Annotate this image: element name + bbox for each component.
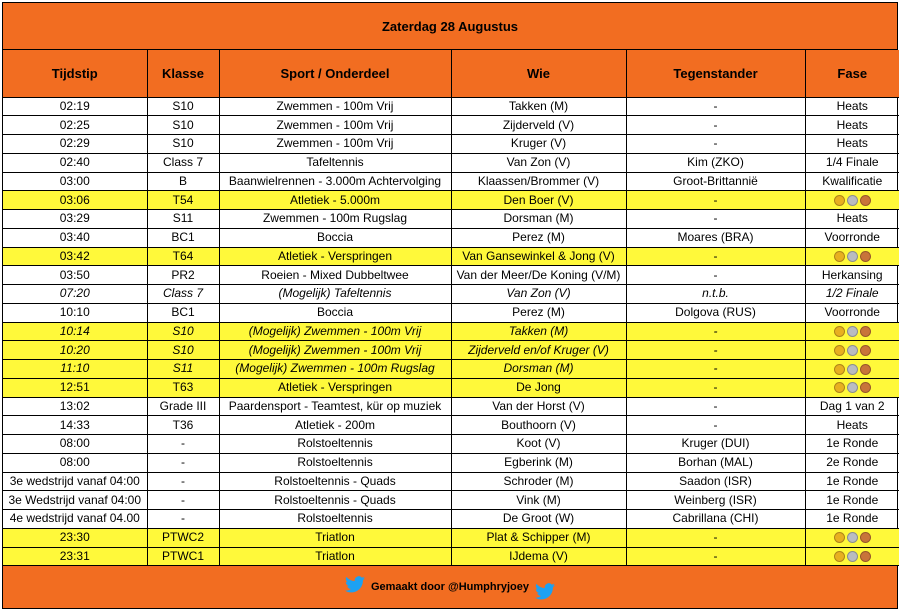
table-row xyxy=(3,172,899,191)
klasse-cell: BC1 xyxy=(147,228,219,247)
klasse-cell: B xyxy=(147,172,219,191)
sport-cell: Triatlon xyxy=(219,528,451,547)
fase-cell: 1e Ronde xyxy=(805,491,899,510)
gold-medal-icon xyxy=(834,382,845,393)
wie-cell: Vink (M) xyxy=(451,491,626,510)
time-cell: 4e wedstrijd vanaf 04.00 xyxy=(3,510,147,529)
table-row xyxy=(3,97,899,116)
footer xyxy=(3,566,897,608)
time-cell: 02:25 xyxy=(3,116,147,135)
sport-cell: Atletiek - Verspringen xyxy=(219,378,451,397)
sport-cell: Atletiek - 5.000m xyxy=(219,191,451,210)
fase-cell xyxy=(805,322,899,341)
table-row xyxy=(3,360,899,379)
table-row xyxy=(3,472,899,491)
fase-cell xyxy=(805,191,899,210)
table-row xyxy=(3,397,899,416)
table-row xyxy=(3,153,899,172)
sport-cell: Atletiek - 200m xyxy=(219,416,451,435)
wie-cell: Zijderveld (V) xyxy=(451,116,626,135)
wie-cell: Van Gansewinkel & Jong (V) xyxy=(451,247,626,266)
tegenstander-cell: - xyxy=(626,266,805,285)
tegenstander-cell: - xyxy=(626,322,805,341)
wie-cell: Van Zon (V) xyxy=(451,285,626,304)
column-header-tijdstip: Tijdstip xyxy=(3,50,147,97)
sport-cell: Rolstoeltennis xyxy=(219,453,451,472)
silver-medal-icon xyxy=(847,251,858,262)
time-cell: 08:00 xyxy=(3,435,147,454)
sport-cell: Triatlon xyxy=(219,547,451,566)
wie-cell: Takken (M) xyxy=(451,97,626,116)
sport-cell: Atletiek - Verspringen xyxy=(219,247,451,266)
bronze-medal-icon xyxy=(860,551,871,562)
fase-cell: Dag 1 van 2 xyxy=(805,397,899,416)
twitter-bird-icon xyxy=(345,576,365,593)
tegenstander-cell: - xyxy=(626,528,805,547)
silver-medal-icon xyxy=(847,326,858,337)
table-row xyxy=(3,116,899,135)
time-cell: 03:29 xyxy=(3,210,147,229)
klasse-cell: - xyxy=(147,435,219,454)
time-cell: 11:10 xyxy=(3,360,147,379)
tegenstander-cell: Saadon (ISR) xyxy=(626,472,805,491)
column-header-wie: Wie xyxy=(451,50,626,97)
table-row xyxy=(3,285,899,304)
sport-cell: (Mogelijk) Zwemmen - 100m Vrij xyxy=(219,322,451,341)
silver-medal-icon xyxy=(847,345,858,356)
klasse-cell: S11 xyxy=(147,360,219,379)
table-row xyxy=(3,210,899,229)
klasse-cell: S10 xyxy=(147,135,219,154)
gold-medal-icon xyxy=(834,251,845,262)
klasse-cell: PR2 xyxy=(147,266,219,285)
time-cell: 3e Wedstrijd vanaf 04:00 xyxy=(3,491,147,510)
sport-cell: Rolstoeltennis - Quads xyxy=(219,472,451,491)
tegenstander-cell: Groot-Brittannië xyxy=(626,172,805,191)
table-row xyxy=(3,266,899,285)
time-cell: 07:20 xyxy=(3,285,147,304)
fase-cell: Kwalificatie xyxy=(805,172,899,191)
klasse-cell: - xyxy=(147,491,219,510)
gold-medal-icon xyxy=(834,345,845,356)
wie-cell: Dorsman (M) xyxy=(451,360,626,379)
table-row xyxy=(3,491,899,510)
tegenstander-cell: Weinberg (ISR) xyxy=(626,491,805,510)
wie-cell: Dorsman (M) xyxy=(451,210,626,229)
time-cell: 03:42 xyxy=(3,247,147,266)
klasse-cell: Class 7 xyxy=(147,153,219,172)
wie-cell: Kruger (V) xyxy=(451,135,626,154)
klasse-cell: T63 xyxy=(147,378,219,397)
sport-cell: Rolstoeltennis - Quads xyxy=(219,491,451,510)
table-row xyxy=(3,435,899,454)
time-cell: 23:30 xyxy=(3,528,147,547)
klasse-cell: - xyxy=(147,453,219,472)
column-header-sport: Sport / Onderdeel xyxy=(219,50,451,97)
table-row xyxy=(3,547,899,566)
wie-cell: Takken (M) xyxy=(451,322,626,341)
tegenstander-cell: Moares (BRA) xyxy=(626,228,805,247)
wie-cell: Van der Horst (V) xyxy=(451,397,626,416)
table-row xyxy=(3,510,899,529)
bronze-medal-icon xyxy=(860,326,871,337)
tegenstander-cell: - xyxy=(626,247,805,266)
wie-cell: De Groot (W) xyxy=(451,510,626,529)
time-cell: 03:40 xyxy=(3,228,147,247)
bronze-medal-icon xyxy=(860,345,871,356)
silver-medal-icon xyxy=(847,382,858,393)
time-cell: 10:20 xyxy=(3,341,147,360)
wie-cell: Van Zon (V) xyxy=(451,153,626,172)
tegenstander-cell: Borhan (MAL) xyxy=(626,453,805,472)
klasse-cell: BC1 xyxy=(147,303,219,322)
fase-cell: 1e Ronde xyxy=(805,510,899,529)
wie-cell: Perez (M) xyxy=(451,303,626,322)
table-row xyxy=(3,341,899,360)
time-cell: 02:19 xyxy=(3,97,147,116)
klasse-cell: Class 7 xyxy=(147,285,219,304)
fase-cell: 1e Ronde xyxy=(805,435,899,454)
klasse-cell: PTWC1 xyxy=(147,547,219,566)
fase-cell xyxy=(805,378,899,397)
sport-cell: Tafeltennis xyxy=(219,153,451,172)
wie-cell: Koot (V) xyxy=(451,435,626,454)
time-cell: 3e wedstrijd vanaf 04:00 xyxy=(3,472,147,491)
silver-medal-icon xyxy=(847,532,858,543)
time-cell: 23:31 xyxy=(3,547,147,566)
tegenstander-cell: Cabrillana (CHI) xyxy=(626,510,805,529)
time-cell: 03:50 xyxy=(3,266,147,285)
klasse-cell: PTWC2 xyxy=(147,528,219,547)
tegenstander-cell: - xyxy=(626,378,805,397)
klasse-cell: T36 xyxy=(147,416,219,435)
table-row xyxy=(3,135,899,154)
time-cell: 12:51 xyxy=(3,378,147,397)
klasse-cell: T64 xyxy=(147,247,219,266)
fase-cell: 1/4 Finale xyxy=(805,153,899,172)
fase-cell: Herkansing xyxy=(805,266,899,285)
silver-medal-icon xyxy=(847,364,858,375)
tegenstander-cell: - xyxy=(626,210,805,229)
wie-cell: Zijderveld en/of Kruger (V) xyxy=(451,341,626,360)
schedule-table xyxy=(3,50,899,566)
sport-cell: Boccia xyxy=(219,228,451,247)
time-cell: 14:33 xyxy=(3,416,147,435)
bronze-medal-icon xyxy=(860,195,871,206)
wie-cell: IJdema (V) xyxy=(451,547,626,566)
tegenstander-cell: Dolgova (RUS) xyxy=(626,303,805,322)
klasse-cell: S10 xyxy=(147,116,219,135)
wie-cell: Perez (M) xyxy=(451,228,626,247)
footer-credit: Gemaakt door @Humphryjoey xyxy=(370,581,530,594)
table-row xyxy=(3,322,899,341)
klasse-cell: S11 xyxy=(147,210,219,229)
time-cell: 02:40 xyxy=(3,153,147,172)
wie-cell: Schroder (M) xyxy=(451,472,626,491)
schedule-sheet xyxy=(2,2,898,609)
gold-medal-icon xyxy=(834,532,845,543)
tegenstander-cell: - xyxy=(626,97,805,116)
tegenstander-cell: Kruger (DUI) xyxy=(626,435,805,454)
bronze-medal-icon xyxy=(860,532,871,543)
silver-medal-icon xyxy=(847,551,858,562)
gold-medal-icon xyxy=(834,551,845,562)
table-row xyxy=(3,453,899,472)
fase-cell: Heats xyxy=(805,416,899,435)
sport-cell: Zwemmen - 100m Vrij xyxy=(219,135,451,154)
klasse-cell: S10 xyxy=(147,341,219,360)
wie-cell: De Jong xyxy=(451,378,626,397)
bronze-medal-icon xyxy=(860,364,871,375)
silver-medal-icon xyxy=(847,195,858,206)
column-header-fase: Fase xyxy=(805,50,899,97)
sport-cell: Zwemmen - 100m Rugslag xyxy=(219,210,451,229)
column-header-klasse: Klasse xyxy=(147,50,219,97)
bronze-medal-icon xyxy=(860,382,871,393)
tegenstander-cell: n.t.b. xyxy=(626,285,805,304)
gold-medal-icon xyxy=(834,326,845,337)
sport-cell: Roeien - Mixed Dubbeltwee xyxy=(219,266,451,285)
page-title: Zaterdag 28 Augustus xyxy=(3,3,897,50)
sport-cell: (Mogelijk) Tafeltennis xyxy=(219,285,451,304)
header-row xyxy=(3,50,899,97)
fase-cell: Heats xyxy=(805,97,899,116)
klasse-cell: S10 xyxy=(147,97,219,116)
fase-cell: Voorronde xyxy=(805,303,899,322)
fase-cell: 1/2 Finale xyxy=(805,285,899,304)
wie-cell: Plat & Schipper (M) xyxy=(451,528,626,547)
table-row xyxy=(3,528,899,547)
table-row xyxy=(3,247,899,266)
time-cell: 10:14 xyxy=(3,322,147,341)
fase-cell xyxy=(805,528,899,547)
wie-cell: Van der Meer/De Koning (V/M) xyxy=(451,266,626,285)
tegenstander-cell: Kim (ZKO) xyxy=(626,153,805,172)
tegenstander-cell: - xyxy=(626,191,805,210)
klasse-cell: - xyxy=(147,472,219,491)
wie-cell: Klaassen/Brommer (V) xyxy=(451,172,626,191)
tegenstander-cell: - xyxy=(626,116,805,135)
sport-cell: Rolstoeltennis xyxy=(219,435,451,454)
time-cell: 08:00 xyxy=(3,453,147,472)
bronze-medal-icon xyxy=(860,251,871,262)
fase-cell xyxy=(805,341,899,360)
fase-cell: Heats xyxy=(805,116,899,135)
fase-cell: Heats xyxy=(805,135,899,154)
klasse-cell: Grade III xyxy=(147,397,219,416)
fase-cell xyxy=(805,360,899,379)
time-cell: 03:06 xyxy=(3,191,147,210)
sport-cell: Boccia xyxy=(219,303,451,322)
klasse-cell: S10 xyxy=(147,322,219,341)
tegenstander-cell: - xyxy=(626,397,805,416)
tegenstander-cell: - xyxy=(626,360,805,379)
time-cell: 13:02 xyxy=(3,397,147,416)
table-row xyxy=(3,303,899,322)
klasse-cell: - xyxy=(147,510,219,529)
gold-medal-icon xyxy=(834,195,845,206)
table-row xyxy=(3,416,899,435)
fase-cell xyxy=(805,547,899,566)
wie-cell: Egberink (M) xyxy=(451,453,626,472)
tegenstander-cell: - xyxy=(626,135,805,154)
time-cell: 10:10 xyxy=(3,303,147,322)
column-header-tegenstander: Tegenstander xyxy=(626,50,805,97)
table-row xyxy=(3,228,899,247)
tegenstander-cell: - xyxy=(626,341,805,360)
table-row xyxy=(3,191,899,210)
fase-cell: 1e Ronde xyxy=(805,472,899,491)
sport-cell: Zwemmen - 100m Vrij xyxy=(219,97,451,116)
sport-cell: (Mogelijk) Zwemmen - 100m Vrij xyxy=(219,341,451,360)
fase-cell xyxy=(805,247,899,266)
twitter-bird-icon xyxy=(535,583,555,600)
sport-cell: Baanwielrennen - 3.000m Achtervolging xyxy=(219,172,451,191)
table-row xyxy=(3,378,899,397)
time-cell: 02:29 xyxy=(3,135,147,154)
fase-cell: Voorronde xyxy=(805,228,899,247)
wie-cell: Bouthoorn (V) xyxy=(451,416,626,435)
tegenstander-cell: - xyxy=(626,416,805,435)
sport-cell: Zwemmen - 100m Vrij xyxy=(219,116,451,135)
sport-cell: Rolstoeltennis xyxy=(219,510,451,529)
sport-cell: (Mogelijk) Zwemmen - 100m Rugslag xyxy=(219,360,451,379)
klasse-cell: T54 xyxy=(147,191,219,210)
gold-medal-icon xyxy=(834,364,845,375)
fase-cell: 2e Ronde xyxy=(805,453,899,472)
sport-cell: Paardensport - Teamtest, kür op muziek xyxy=(219,397,451,416)
time-cell: 03:00 xyxy=(3,172,147,191)
wie-cell: Den Boer (V) xyxy=(451,191,626,210)
tegenstander-cell: - xyxy=(626,547,805,566)
fase-cell: Heats xyxy=(805,210,899,229)
